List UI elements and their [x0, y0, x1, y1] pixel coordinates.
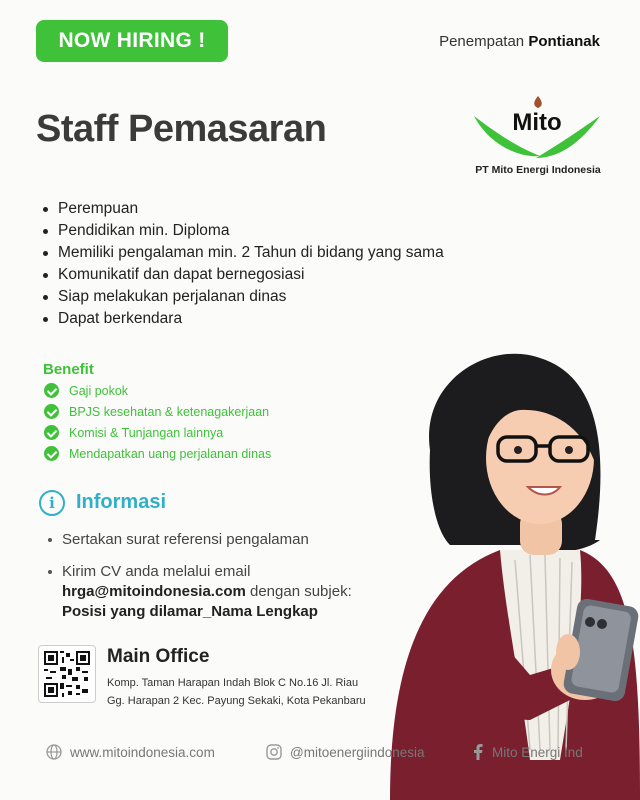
qr-code[interactable]: [38, 645, 96, 703]
check-circle-icon: [44, 425, 59, 440]
requirement-item: Komunikatif dan dapat bernegosiasi: [40, 264, 444, 286]
globe-icon: [46, 744, 62, 760]
benefit-heading: Benefit: [43, 361, 94, 378]
qr-code-icon: [44, 651, 90, 697]
footer-facebook[interactable]: Mito Energi Ind: [472, 744, 583, 760]
office-address: Komp. Taman Harapan Indah Blok C No.16 Jl. Riau Gg. Harapan 2 Kec. Payung Sekaki, Kota Pekanbaru: [107, 677, 366, 707]
footer-instagram[interactable]: @mitoenergiindonesia: [266, 744, 425, 760]
check-circle-icon: [44, 383, 59, 398]
benefit-item: Komisi & Tunjangan lainnya: [44, 422, 271, 443]
info-item-reference: Sertakan surat referensi pengalaman: [48, 530, 309, 550]
benefit-list: [44, 380, 271, 464]
requirement-item: Memiliki pengalaman min. 2 Tahun di bidang yang sama: [40, 242, 444, 264]
info-icon: i: [39, 490, 65, 516]
benefit-item: Mendapatkan uang perjalanan dinas: [44, 443, 271, 464]
company-name: PT Mito Energi Indonesia: [475, 164, 601, 176]
check-circle-icon: [44, 404, 59, 419]
woman-illustration: [380, 340, 640, 800]
requirements-list: [40, 198, 444, 330]
benefit-item: Gaji pokok: [44, 380, 271, 401]
office-heading: Main Office: [107, 646, 210, 667]
info-heading: Informasi: [76, 491, 167, 513]
now-hiring-badge: NOW HIRING !: [36, 20, 228, 62]
info-item-send-cv: Kirim CV anda melalui email hrga@mitoindonesia.com dengan subjek: Posisi yang dilamar_Nama Lengkap: [48, 562, 352, 622]
footer-website[interactable]: www.mitoindonesia.com: [46, 744, 215, 760]
requirement-item: Pendidikan min. Diploma: [40, 220, 444, 242]
requirement-item: Dapat berkendara: [40, 308, 444, 330]
check-circle-icon: [44, 446, 59, 461]
requirement-item: Siap melakukan perjalanan dinas: [40, 286, 444, 308]
facebook-icon: [472, 744, 484, 760]
email-subject: Posisi yang dilamar_Nama Lengkap: [62, 603, 318, 620]
logo-drop-icon: [534, 96, 542, 108]
requirement-item: Perempuan: [40, 198, 444, 220]
email-link[interactable]: hrga@mitoindonesia.com: [62, 583, 246, 600]
benefit-item: BPJS kesehatan & ketenagakerjaan: [44, 401, 271, 422]
placement-city: Pontianak: [528, 33, 600, 50]
job-title: Staff Pemasaran: [36, 108, 327, 150]
placement-location: Penempatan Pontianak: [439, 33, 600, 50]
logo-wordmark: Mito: [512, 109, 562, 136]
instagram-icon: [266, 744, 282, 760]
